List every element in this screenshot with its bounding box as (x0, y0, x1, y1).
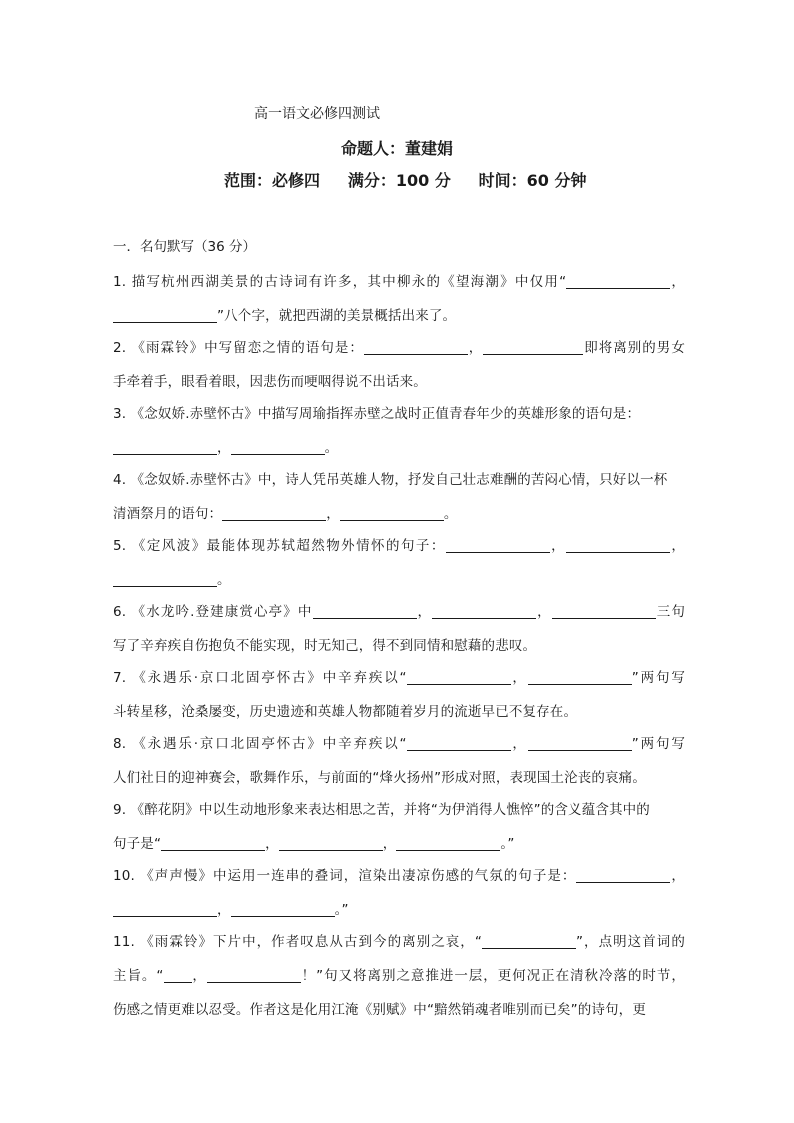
answer-blank[interactable] (432, 603, 536, 619)
answer-blank[interactable] (207, 967, 301, 983)
answer-blank[interactable] (566, 273, 670, 289)
answer-blank[interactable] (164, 967, 192, 983)
answer-blank[interactable] (113, 901, 217, 917)
question-8: 8. 《永遇乐·京口北固亭怀古》中辛弃疾以“ ， ”两句写 人们社日的迎神赛会，歌舞作乐，与前面的“烽火扬州”形成对照，表现国土沦丧的哀痛。 (113, 736, 685, 786)
question-5: 5. 《定风波》最能体现苏轼超然物外情怀的句子： ， ， 。 (113, 538, 685, 588)
answer-blank[interactable] (364, 339, 468, 355)
answer-blank[interactable] (231, 901, 335, 917)
question-4: 4. 《念奴娇.赤壁怀古》中，诗人凭吊英雄人物，抒发自己壮志难酬的苦闷心情，只好以一杯 清酒祭月的语句： ， 。 (113, 472, 668, 522)
answer-blank[interactable] (313, 603, 417, 619)
answer-blank[interactable] (231, 439, 325, 455)
question-2: 2. 《雨霖铃》中写留恋之情的语句是： ， 即将离别的男女 手牵着手，眼看着眼，因悲伤而哽咽得说不出话来。 (113, 340, 685, 390)
answer-blank[interactable] (407, 735, 511, 751)
answer-blank[interactable] (279, 835, 383, 851)
answer-blank[interactable] (576, 867, 670, 883)
answer-blank[interactable] (566, 537, 670, 553)
answer-blank[interactable] (407, 669, 511, 685)
answer-blank[interactable] (528, 735, 632, 751)
document-title: 高一语文必修四测试 (254, 106, 380, 122)
question-1: 1. 描写杭州西湖美景的古诗词有许多，其中柳永的《望海潮》中仅用“ ， ”八个字，就把西湖的美景概括出来了。 (113, 274, 685, 324)
exam-meta-line: 范围：必修四 满分：100 分 时间：60 分钟 (224, 171, 587, 190)
answer-blank[interactable] (482, 933, 576, 949)
answer-blank[interactable] (113, 307, 217, 323)
answer-blank[interactable] (161, 835, 265, 851)
question-10: 10. 《声声慢》中运用一连串的叠词，渲染出凄凉伤感的气氛的句子是： ， ， 。” (113, 868, 685, 918)
author-line: 命题人：董建娟 (340, 139, 453, 158)
answer-blank[interactable] (446, 537, 550, 553)
answer-blank[interactable] (340, 505, 444, 521)
section-heading: 一．名句默写（36 分） (113, 239, 256, 255)
answer-blank[interactable] (113, 439, 217, 455)
answer-blank[interactable] (396, 835, 500, 851)
question-3: 3. 《念奴娇.赤壁怀古》中描写周瑜指挥赤壁之战时正值青春年少的英雄形象的语句是： ， 。 (113, 406, 641, 456)
question-9: 9. 《醉花阴》中以生动地形象来表达相思之苦，并将“为伊消得人憔悴”的含义蕴含其中的 句子是“ ， ， 。” (113, 802, 650, 852)
answer-blank[interactable] (113, 571, 217, 587)
answer-blank[interactable] (552, 603, 656, 619)
question-11: 11. 《雨霖铃》下片中，作者叹息从古到今的离别之哀，“ ”，点明这首词的 主旨。“ ， ！”句又将离别之意推进一层，更何况正在清秋冷落的时节， 伤感之情更难以忍受。作者这是化用江淹《别赋》中“黯然销魂者唯别而已矣”的诗句，更 (113, 934, 685, 1018)
answer-blank[interactable] (222, 505, 326, 521)
question-7: 7. 《永遇乐·京口北固亭怀古》中辛弃疾以“ ， ”两句写 斗转星移，沧桑屡变，历史遗迹和英雄人物都随着岁月的流逝早已不复存在。 (113, 670, 685, 720)
answer-blank[interactable] (483, 339, 583, 355)
question-6: 6. 《水龙吟.登建康赏心亭》中 ， ， 三句 写了辛弃疾自伤抱负不能实现，时无知己，得不到同情和慰藉的悲叹。 (113, 604, 685, 654)
answer-blank[interactable] (528, 669, 632, 685)
